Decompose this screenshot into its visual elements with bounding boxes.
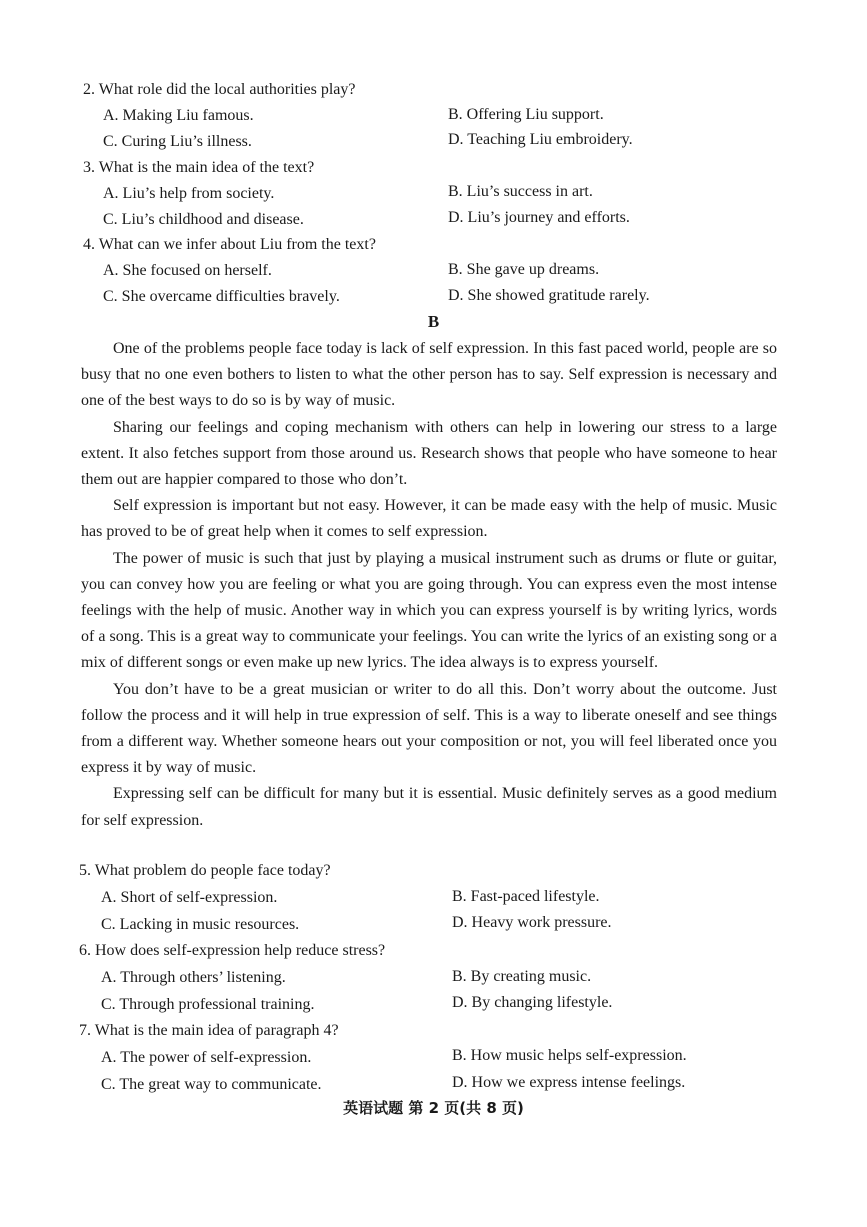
question-5-stem: 5. What problem do people face today? <box>79 862 331 879</box>
question-7-option-b: B. How music helps self-expression. <box>452 1047 687 1064</box>
question-2-option-d: D. Teaching Liu embroidery. <box>448 131 633 148</box>
passage-paragraph-6: Expressing self can be difficult for many but it is essential. Music definitely serves as a good medium for self expression. <box>81 785 777 829</box>
passage-paragraph-2: Sharing our feelings and coping mechanism with others can help in lowering our stress to a large extent. It also fetches support from those around us. Research shows that people who have someone to hear them out are happier compared to those who don’t. <box>81 418 777 489</box>
question-6-option-a: A. Through others’ listening. <box>101 969 286 986</box>
question-6-option-c: C. Through professional training. <box>101 996 315 1013</box>
question-6-option-b: B. By creating music. <box>452 968 592 985</box>
question-7-option-a: A. The power of self-expression. <box>101 1049 312 1066</box>
question-6-option-d: D. By changing lifestyle. <box>452 994 613 1011</box>
question-5-option-d: D. Heavy work pressure. <box>452 914 612 931</box>
question-3-stem: 3. What is the main idea of the text? <box>83 159 315 176</box>
question-4-option-a: A. She focused on herself. <box>103 262 272 279</box>
question-6-stem: 6. How does self-expression help reduce stress? <box>79 942 386 959</box>
page-footer: 英语试题 第 2 页(共 8 页) <box>343 1099 524 1117</box>
question-2-option-c: C. Curing Liu’s illness. <box>103 133 252 150</box>
question-2-stem: 2. What role did the local authorities play? <box>83 81 356 98</box>
question-3-option-d: D. Liu’s journey and efforts. <box>448 209 630 226</box>
question-2-option-b: B. Offering Liu support. <box>448 106 604 123</box>
question-7-stem: 7. What is the main idea of paragraph 4? <box>79 1022 339 1039</box>
passage-paragraph-5: You don’t have to be a great musician or writer to do all this. Don’t worry about the outcome. Just follow the process and it will help in true expression of self. This is a way to liberate oneself and see things from a different way. Whether someone hears out your composition or not, you will feel liberated once you express it by way of music. <box>81 680 777 777</box>
section-b-passage <box>81 336 777 834</box>
question-7-option-d: D. How we express intense feelings. <box>452 1074 686 1091</box>
question-5-option-b: B. Fast-paced lifestyle. <box>452 888 600 905</box>
question-4-stem: 4. What can we infer about Liu from the text? <box>83 236 376 253</box>
question-4-option-b: B. She gave up dreams. <box>448 261 600 278</box>
passage-paragraph-4: The power of music is such that just by playing a musical instrument such as drums or flute or guitar, you can convey how you are feeling or what you are going through. You can express even the most intense feelings with the help of music. Another way in which you can express yourself is by writing lyrics, words of a song. This is a great way to communicate your feelings. You can write the lyrics of an existing song or a mix of different songs or even make up new lyrics. The idea always is to express yourself. <box>81 549 777 672</box>
question-3-option-b: B. Liu’s success in art. <box>448 183 593 200</box>
question-2-option-a: A. Making Liu famous. <box>103 107 254 124</box>
question-5-option-c: C. Lacking in music resources. <box>101 916 300 933</box>
question-3-option-a: A. Liu’s help from society. <box>103 185 275 202</box>
question-4-option-c: C. She overcame difficulties bravely. <box>103 288 340 305</box>
question-5-option-a: A. Short of self-expression. <box>101 889 278 906</box>
question-3-option-c: C. Liu’s childhood and disease. <box>103 211 304 228</box>
question-7-option-c: C. The great way to communicate. <box>101 1076 322 1093</box>
question-4-option-d: D. She showed gratitude rarely. <box>448 287 650 304</box>
passage-paragraph-1: One of the problems people face today is lack of self expression. In this fast paced world, people are so busy that no one even bothers to listen to what the other person has to say. Self expression is necessary and one of the best ways to do so is by way of music. <box>81 340 777 410</box>
passage-paragraph-3: Self expression is important but not easy. However, it can be made easy with the help of music. Music has proved to be of great help when it comes to self expression. <box>81 497 777 541</box>
section-b-title: B <box>427 312 440 331</box>
